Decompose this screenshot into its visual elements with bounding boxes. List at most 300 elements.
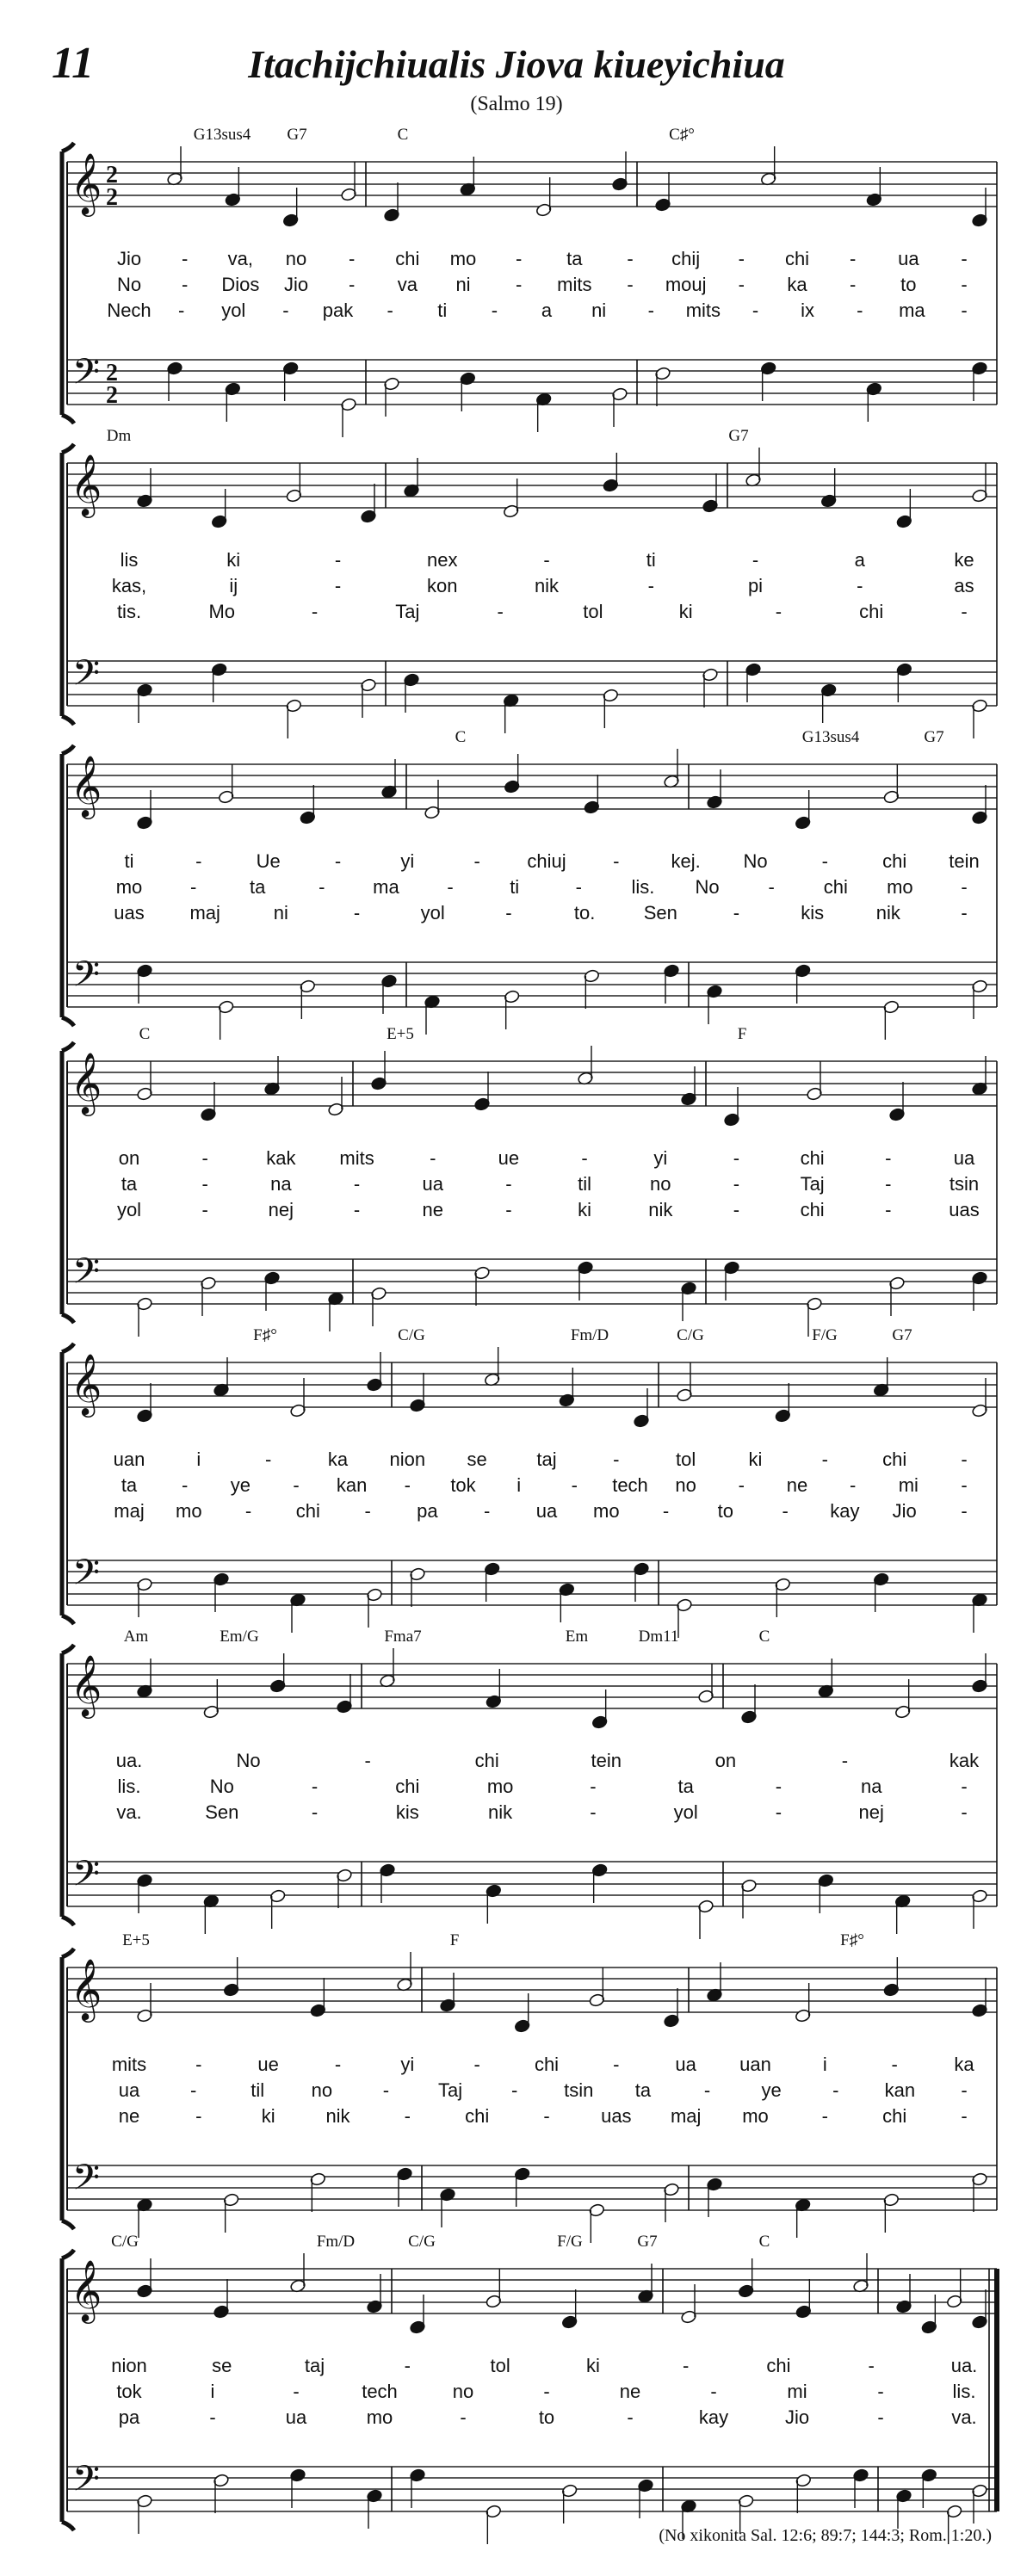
lyric-syllable: mits [339,1147,374,1169]
lyric-syllable: ti [510,876,520,898]
lyric-syllable: - [311,601,319,622]
chord-symbol: F/G [812,1326,838,1344]
lyric-syllable: ki [578,1199,592,1220]
system-3-treble-clef: 𝄞 [70,757,102,816]
lyric-syllable: tein [591,1750,622,1771]
lyric-syllable: - [543,2105,550,2127]
lyric-syllable: - [447,876,454,898]
lyric-syllable: yol [673,1801,698,1823]
system-8-bass-clef: 𝄢 [71,2459,101,2507]
lyric-syllable: nik [648,1199,673,1220]
lyric-syllable: kak [949,1750,980,1771]
lyric-syllable: - [961,2079,968,2101]
lyric-syllable: ti [646,549,656,571]
lyric-syllable: mouj [665,274,707,295]
lyric-syllable: - [334,2054,342,2075]
lyric-syllable: - [961,2105,968,2127]
hymn-subtitle: (Salmo 19) [470,93,563,115]
lyric-syllable: - [733,902,740,924]
lyric-syllable: - [581,1147,588,1169]
chord-symbol: Am [123,1628,149,1646]
lyric-syllable: - [473,850,480,872]
system-4-treble-clef: 𝄞 [70,1054,102,1113]
lyric-syllable: as [954,575,974,596]
lyric-syllable: kan [884,2079,916,2101]
lyric-syllable: ua [422,1173,443,1195]
lyric-syllable: ua [535,1500,558,1522]
lyric-syllable: Ue [256,850,281,872]
lyric-syllable: nej [858,1801,884,1823]
lyric-syllable: - [703,2079,711,2101]
lyric-syllable: nik [325,2105,350,2127]
lyric-syllable: - [613,2054,620,2075]
lyric-syllable: ue [498,1147,520,1169]
lyric-syllable: - [877,2381,884,2402]
lyric-syllable: nik [875,902,900,924]
lyric-syllable: No [695,876,720,898]
hymn-number: 11 [52,39,95,88]
lyric-syllable: - [627,274,634,295]
lyric-syllable: pi [747,575,764,596]
lyric-syllable: - [961,1474,968,1496]
lyric-syllable: - [189,876,197,898]
lyric-syllable: mits [685,300,721,321]
lyric-syllable: mi [787,2381,807,2402]
lyric-syllable: - [364,1500,371,1522]
lyric-syllable: - [627,2406,634,2428]
lyric-syllable: - [543,549,550,571]
lyric-syllable: - [353,902,361,924]
lyric-syllable: mo [593,1500,620,1522]
lyric-syllable: pa [417,1500,438,1522]
lyric-syllable: Jio [116,248,142,269]
lyric-syllable: mits [111,2054,147,2075]
lyric-syllable: - [885,1147,892,1169]
lyric-syllable: - [334,549,342,571]
lyric-syllable: yol [116,1199,142,1220]
lyric-syllable: ka [327,1449,349,1470]
lyric-syllable: - [505,902,512,924]
system-6-bass-clef: 𝄢 [71,1854,101,1902]
lyric-syllable: i [822,2054,827,2075]
lyric-syllable: No [743,850,768,872]
lyric-syllable: - [353,1173,361,1195]
lyric-syllable: - [782,1500,789,1522]
lyric-syllable: Jio [892,1500,917,1522]
lyric-syllable: ta [250,876,266,898]
lyric-syllable: chi [882,2105,907,2127]
lyric-syllable: - [195,2054,202,2075]
lyric-syllable: pak [322,300,354,321]
lyric-syllable: - [334,575,342,596]
lyric-syllable: mo [742,2105,769,2127]
lyric-syllable: chi [395,1776,420,1797]
chord-symbol: Fm/D [316,2233,356,2251]
lyric-syllable: yi [653,1147,668,1169]
chord-symbol: G13sus4 [801,728,860,746]
lyric-syllable: ka [954,2054,974,2075]
lyric-syllable: - [821,2105,828,2127]
lyric-syllable: ta [121,1474,138,1496]
lyric-syllable: - [627,248,634,269]
lyric-syllable: Nech [107,300,152,321]
lyric-syllable: na [270,1173,292,1195]
chord-symbol: F/G [557,2233,583,2251]
time-signature-bottom: 2 [106,184,118,211]
lyric-syllable: - [484,1500,491,1522]
lyric-syllable: ki [748,1449,763,1470]
lyric-syllable: tol [676,1449,696,1470]
time-signature-top: 2 [106,162,118,188]
lyric-syllable: pa [118,2406,140,2428]
lyric-syllable: - [961,876,968,898]
lyric-syllable: - [850,248,857,269]
lyric-syllable: chi [465,2105,490,2127]
lyric-syllable: - [891,2054,898,2075]
lyric-syllable: on [118,1147,140,1169]
lyric-syllable: no [650,1173,671,1195]
lyric-syllable: ua [898,248,919,269]
lyric-syllable: ma [899,300,925,321]
lyric-syllable: - [752,300,759,321]
lyric-syllable: kak [266,1147,296,1169]
system-8-treble-clef: 𝄞 [70,2262,102,2320]
lyric-syllable: ni [273,902,288,924]
lyric-syllable: ta [566,248,583,269]
chord-symbol: G7 [287,126,307,144]
lyric-syllable: a [854,549,865,571]
chord-symbol: F [737,1025,747,1043]
lyric-syllable: lis [120,549,139,571]
chord-symbol: Fm/D [570,1326,609,1344]
lyric-syllable: - [733,1173,740,1195]
lyric-syllable: tein [949,850,980,872]
lyric-syllable: to. [573,902,596,924]
lyric-syllable: - [575,876,582,898]
lyric-syllable: ki [226,549,241,571]
chord-symbol: G7 [728,427,749,445]
lyric-syllable: - [613,850,620,872]
lyric-syllable: uan [739,2054,771,2075]
lyric-syllable: - [505,1173,512,1195]
lyric-syllable: - [497,601,504,622]
lyric-syllable: - [961,902,968,924]
lyric-syllable: mo [449,248,477,269]
system-7-treble-clef: 𝄞 [70,1961,102,2019]
lyric-syllable: chi [395,248,420,269]
lyric-syllable: - [877,2406,884,2428]
lyric-syllable: tok [116,2381,142,2402]
lyric-syllable: chi [823,876,848,898]
lyric-syllable: va, [227,248,254,269]
chord-symbol: G7 [892,1326,912,1344]
lyric-syllable: lis. [117,1776,141,1797]
lyric-syllable: - [473,2054,480,2075]
lyric-syllable: Sen [205,1801,239,1823]
lyric-syllable: mi [898,1474,919,1496]
lyric-syllable: ua. [950,2355,978,2376]
lyric-syllable: chi [295,1500,320,1522]
lyric-syllable: maj [670,2105,702,2127]
lyric-syllable: Taj [438,2079,463,2101]
system-6-treble-clef: 𝄞 [70,1657,102,1715]
lyric-syllable: - [404,2355,411,2376]
chord-symbol: F♯° [253,1326,277,1344]
lyric-syllable: - [961,248,968,269]
lyric-syllable: ni [591,300,607,321]
lyric-syllable: - [590,1776,597,1797]
lyric-syllable: til [578,1173,592,1195]
lyric-syllable: - [662,1500,670,1522]
lyric-syllable: i [516,1474,522,1496]
lyric-syllable: ne [619,2381,641,2402]
time-signature-top: 2 [106,360,118,386]
lyric-syllable: - [505,1199,512,1220]
lyric-syllable: - [961,601,968,622]
lyric-syllable: - [738,274,745,295]
lyric-syllable: - [543,2381,550,2402]
lyric-syllable: uan [113,1449,145,1470]
chord-symbol: G7 [924,728,944,746]
system-1-treble-clef: 𝄞 [70,155,102,213]
lyric-syllable: mo [115,876,143,898]
lyric-syllable: ta [677,1776,694,1797]
lyric-syllable: tech [362,2381,398,2402]
lyric-syllable: lis. [631,876,655,898]
lyric-syllable: - [961,1449,968,1470]
lyric-syllable: - [182,248,189,269]
lyric-syllable: no [675,1474,696,1496]
chord-symbol: C [139,1025,151,1043]
chord-symbol: C [758,2233,770,2251]
lyric-syllable: chi [800,1147,825,1169]
lyric-syllable: - [775,1801,782,1823]
hymn-title: Itachijchiualis Jiova kiueyichiua [248,42,785,86]
lyric-syllable: i [196,1449,201,1470]
lyric-syllable: - [244,1500,252,1522]
lyric-syllable: tol [583,601,603,622]
lyric-syllable: maj [189,902,220,924]
lyric-syllable: nion [389,1449,426,1470]
lyric-syllable: a [541,300,553,321]
lyric-syllable: - [404,2105,411,2127]
lyric-syllable: - [850,1474,857,1496]
lyric-syllable: - [182,1474,189,1496]
system-7-bass-clef: 𝄢 [71,2158,101,2206]
lyric-syllable: - [311,1776,319,1797]
lyric-syllable: tis. [116,601,142,622]
lyric-syllable: nion [111,2355,147,2376]
lyric-syllable: Mo [208,601,236,622]
lyric-syllable: Taj [800,1173,825,1195]
chord-symbol: G13sus4 [193,126,251,144]
lyric-syllable: tsin [949,1173,980,1195]
lyric-syllable: - [511,2079,518,2101]
lyric-syllable: ti [437,300,448,321]
lyric-syllable: to [900,274,917,295]
lyric-syllable: - [841,1750,849,1771]
time-signature-bottom: 2 [106,382,118,409]
lyric-syllable: nik [488,1801,513,1823]
lyric-syllable: - [349,274,356,295]
system-2-bass-clef: 𝄢 [71,653,101,701]
lyric-syllable: kis [801,902,825,924]
lyric-syllable: no [452,2381,474,2402]
lyric-syllable: - [738,248,745,269]
lyric-syllable: ye [761,2079,782,2101]
lyric-syllable: va. [951,2406,977,2428]
lyric-syllable: - [364,1750,371,1771]
lyric-syllable: tech [612,1474,648,1496]
lyric-syllable: kon [427,575,458,596]
lyric-syllable: ni [455,274,471,295]
chord-symbol: C [758,1628,770,1646]
lyric-syllable: se [467,1449,487,1470]
lyric-syllable: se [212,2355,232,2376]
lyric-syllable: chi [882,850,907,872]
lyric-syllable: - [821,850,828,872]
lyric-syllable: kis [395,1801,419,1823]
lyric-syllable: - [961,1776,968,1797]
system-2-treble-clef: 𝄞 [70,456,102,515]
lyric-syllable: - [775,601,782,622]
lyric-syllable: kan [336,1474,368,1496]
lyric-syllable: to [717,1500,734,1522]
lyric-syllable: va. [116,1801,142,1823]
lyric-syllable: - [282,300,289,321]
lyric-syllable: - [387,300,393,321]
lyric-syllable: - [265,1449,272,1470]
lyric-syllable: nex [427,549,458,571]
lyric-syllable: mo [887,876,913,898]
lyric-syllable: - [404,1474,411,1496]
lyric-syllable: - [177,300,185,321]
chord-symbol: C/G [111,2233,139,2251]
lyric-syllable: tok [450,1474,476,1496]
lyric-syllable: chi [882,1449,907,1470]
lyric-syllable: - [850,274,857,295]
lyric-syllable: lis. [952,2381,976,2402]
chord-symbol: Fma7 [384,1628,422,1646]
lyric-syllable: nik [534,575,560,596]
lyric-syllable: taj [536,1449,557,1470]
lyric-syllable: ti [124,850,134,872]
lyric-syllable: Taj [395,601,420,622]
lyric-syllable: Sen [643,902,677,924]
lyric-syllable: chi [766,2355,791,2376]
lyric-syllable: nej [268,1199,294,1220]
lyric-syllable: - [201,1173,208,1195]
lyric-syllable: - [460,2406,467,2428]
lyric-syllable: i [210,2381,215,2402]
lyric-syllable: - [319,876,325,898]
lyric-syllable: on [714,1750,737,1771]
lyric-syllable: ue [257,2054,279,2075]
chord-symbol: Em [565,1628,589,1646]
lyric-syllable: ka [787,274,807,295]
lyric-syllable: ne [118,2105,140,2127]
lyric-syllable: maj [114,1500,145,1522]
lyric-syllable: taj [304,2355,325,2376]
lyric-syllable: ua [285,2406,307,2428]
lyric-syllable: - [710,2381,717,2402]
chord-symbol: Em/G [220,1628,259,1646]
lyric-syllable: no [285,248,307,269]
lyric-syllable: - [752,549,759,571]
lyric-syllable: yi [400,2054,415,2075]
lyric-syllable: yol [221,300,246,321]
lyric-syllable: til [251,2079,265,2101]
lyric-syllable: tsin [564,2079,594,2101]
lyric-syllable: ij [229,575,238,596]
lyric-syllable: - [571,1474,578,1496]
lyric-syllable: - [613,1449,620,1470]
chord-symbol: C [455,728,467,746]
lyric-syllable: - [821,1449,828,1470]
lyric-syllable: ki [261,2105,275,2127]
lyric-syllable: - [382,2079,390,2101]
lyric-syllable: ta [634,2079,652,2101]
lyric-syllable: kay [830,1500,860,1522]
lyric-syllable: Dios [221,274,260,295]
lyric-syllable: - [293,2381,300,2402]
lyric-syllable: ua [118,2079,140,2101]
chord-symbol: F [449,1931,460,1949]
system-5-bass-clef: 𝄢 [71,1553,101,1601]
lyric-syllable: ye [230,1474,251,1496]
chord-symbol: C [397,126,409,144]
lyric-syllable: - [311,1801,319,1823]
lyric-syllable: - [961,1500,968,1522]
lyric-syllable: kay [698,2406,729,2428]
chord-symbol: C/G [677,1326,704,1344]
lyric-syllable: - [961,274,968,295]
lyric-syllable: - [733,1147,740,1169]
lyric-syllable: Jio [784,2406,810,2428]
lyric-syllable: ki [678,601,693,622]
lyric-syllable: no [311,2079,333,2101]
lyric-syllable: - [195,2105,202,2127]
chord-symbol: C/G [408,2233,436,2251]
chord-symbol: F♯° [840,1931,864,1949]
lyric-syllable: va [397,274,418,295]
lyric-syllable: No [116,274,142,295]
lyric-syllable: - [201,1199,208,1220]
lyric-syllable: - [189,2079,197,2101]
lyric-syllable: - [961,1801,968,1823]
system-1-bass-clef: 𝄢 [71,352,101,400]
lyric-syllable: - [768,876,775,898]
lyric-syllable: na [860,1776,882,1797]
lyric-syllable: Jio [283,274,309,295]
chord-symbol: E+5 [387,1025,414,1043]
lyric-syllable: - [647,575,654,596]
lyric-syllable: chi [800,1199,825,1220]
lyric-syllable: chi [474,1750,499,1771]
lyric-syllable: chi [534,2054,560,2075]
lyric-syllable: - [683,2355,690,2376]
chord-symbol: C/G [398,1326,425,1344]
chord-symbol: G7 [637,2233,658,2251]
lyric-syllable: kas, [111,575,147,596]
lyric-syllable: mo [366,2406,393,2428]
lyric-syllable: - [293,1474,300,1496]
lyric-syllable: - [195,850,202,872]
lyric-syllable: - [590,1801,597,1823]
chord-symbol: E+5 [122,1931,150,1949]
lyric-syllable: ua. [115,1750,143,1771]
lyric-syllable: - [885,1199,892,1220]
